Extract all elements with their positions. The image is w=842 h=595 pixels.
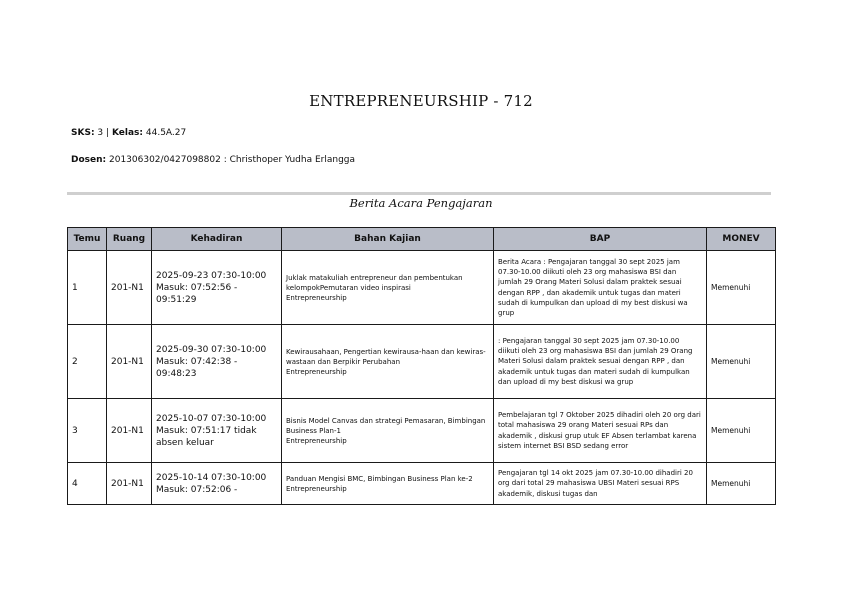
- separator: |: [106, 128, 110, 138]
- monev-cell: Memenuhi: [707, 463, 776, 505]
- temu-cell: 1: [68, 251, 107, 325]
- kehadiran-schedule: 2025-10-07 07:30-10:00: [156, 413, 267, 424]
- bahan-text: Panduan Mengisi BMC, Bimbingan Business Plan ke-2: [286, 474, 473, 483]
- bahan-text: Kewirausahaan, Pengertian kewirausa-haan dan kewiras-wastaan dan Berpikir Perubahan: [286, 347, 486, 366]
- kehadiran-checkin: Masuk: 07:51:17 tidak absen keluar: [156, 425, 257, 448]
- header-temu: Temu: [68, 228, 107, 251]
- bahan-sub: Entrepreneurship: [286, 367, 347, 376]
- sks-value: 3: [97, 128, 104, 138]
- kelas-label: Kelas:: [111, 128, 143, 138]
- bahan-sub: Entrepreneurship: [286, 484, 347, 493]
- header-ruang: Ruang: [107, 228, 152, 251]
- kehadiran-cell: [152, 463, 282, 505]
- bap-cell: Berita Acara : Pengajaran tanggal 30 sept 2025 jam 07.30-10.00 diikuti oleh 23 org mahasiswa BSI dan jumlah 29 Orang Materi Solusi dalam praktek sesuai dengan RPP , dan akademik untuk tugas dan materi sudah di kumpulkan dan upload di my best diskusi wa grup: [494, 251, 707, 325]
- ruang-cell: 201-N1: [107, 399, 152, 463]
- kehadiran-checkin: Masuk: 07:42:38 - 09:48:23: [156, 356, 238, 379]
- temu-cell: 2: [68, 325, 107, 399]
- sks-kelas-line: [71, 128, 186, 138]
- dosen-line: [71, 155, 355, 165]
- bahan-cell: [282, 463, 494, 505]
- monev-cell: Memenuhi: [707, 399, 776, 463]
- bap-cell: Pengajaran tgl 14 okt 2025 jam 07.30-10.00 dihadiri 20 org dari total 29 mahasiswa UBSI Materi sesuai RPS akademik, diskusi tugas dan: [494, 463, 707, 505]
- bahan-cell: [282, 399, 494, 463]
- section-divider: [67, 192, 771, 195]
- dosen-label: Dosen:: [71, 155, 107, 165]
- bap-cell: : Pengajaran tanggal 30 sept 2025 jam 07.30-10.00 diikuti oleh 23 org mahasiswa BSI dan jumlah 29 Orang Materi Solusi dalam praktek sesuai dengan RPP , dan akademik untuk tugas dan materi sudah di kumpulkan dan upload di my best diskusi wa grup: [494, 325, 707, 399]
- bahan-sub: Entrepreneurship: [286, 293, 347, 302]
- sks-label: SKS:: [71, 128, 95, 138]
- kehadiran-schedule: 2025-09-30 07:30-10:00: [156, 344, 267, 355]
- temu-cell: 3: [68, 399, 107, 463]
- page-title: ENTREPRENEURSHIP - 712: [309, 92, 533, 110]
- kehadiran-cell: [152, 399, 282, 463]
- ruang-cell: 201-N1: [107, 325, 152, 399]
- bap-cell: Pembelajaran tgl 7 Oktober 2025 dihadiri oleh 20 org dari total mahasiswa 29 orang Materi sesuai RPs dan akademik , diskusi grup utuk EF Absen terlambat karena sistem internet BSI BSD sedang error: [494, 399, 707, 463]
- table-row: [68, 251, 776, 325]
- bahan-text: Juklak matakuliah entrepreneur dan pembentukan kelompokPemutaran video inspirasi: [286, 273, 463, 292]
- monev-cell: Memenuhi: [707, 251, 776, 325]
- header-kehadiran: Kehadiran: [152, 228, 282, 251]
- bap-table: [67, 227, 776, 505]
- kehadiran-checkin: Masuk: 07:52:56 - 09:51:29: [156, 282, 238, 305]
- header-bahan-kajian: Bahan Kajian: [282, 228, 494, 251]
- bahan-sub: Entrepreneurship: [286, 436, 347, 445]
- kehadiran-checkin: Masuk: 07:52:06 -: [156, 484, 238, 495]
- bahan-cell: [282, 251, 494, 325]
- table-row: [68, 325, 776, 399]
- dosen-value: 201306302/0427098802 : Christhoper Yudha Erlangga: [109, 155, 356, 165]
- header-monev: MONEV: [707, 228, 776, 251]
- bahan-cell: [282, 325, 494, 399]
- ruang-cell: 201-N1: [107, 251, 152, 325]
- table-header-row: [68, 228, 776, 251]
- kehadiran-cell: [152, 325, 282, 399]
- kehadiran-schedule: 2025-09-23 07:30-10:00: [156, 270, 267, 281]
- ruang-cell: 201-N1: [107, 463, 152, 505]
- kelas-value: 44.5A.27: [145, 128, 187, 138]
- table-row: [68, 463, 776, 505]
- header-bap: BAP: [494, 228, 707, 251]
- section-title: Berita Acara Pengajaran: [349, 196, 493, 210]
- monev-cell: Memenuhi: [707, 325, 776, 399]
- temu-cell: 4: [68, 463, 107, 505]
- kehadiran-cell: [152, 251, 282, 325]
- table-row: [68, 399, 776, 463]
- kehadiran-schedule: 2025-10-14 07:30-10:00: [156, 472, 267, 483]
- bahan-text: Bisnis Model Canvas dan strategi Pemasaran, Bimbingan Business Plan-1: [286, 416, 486, 435]
